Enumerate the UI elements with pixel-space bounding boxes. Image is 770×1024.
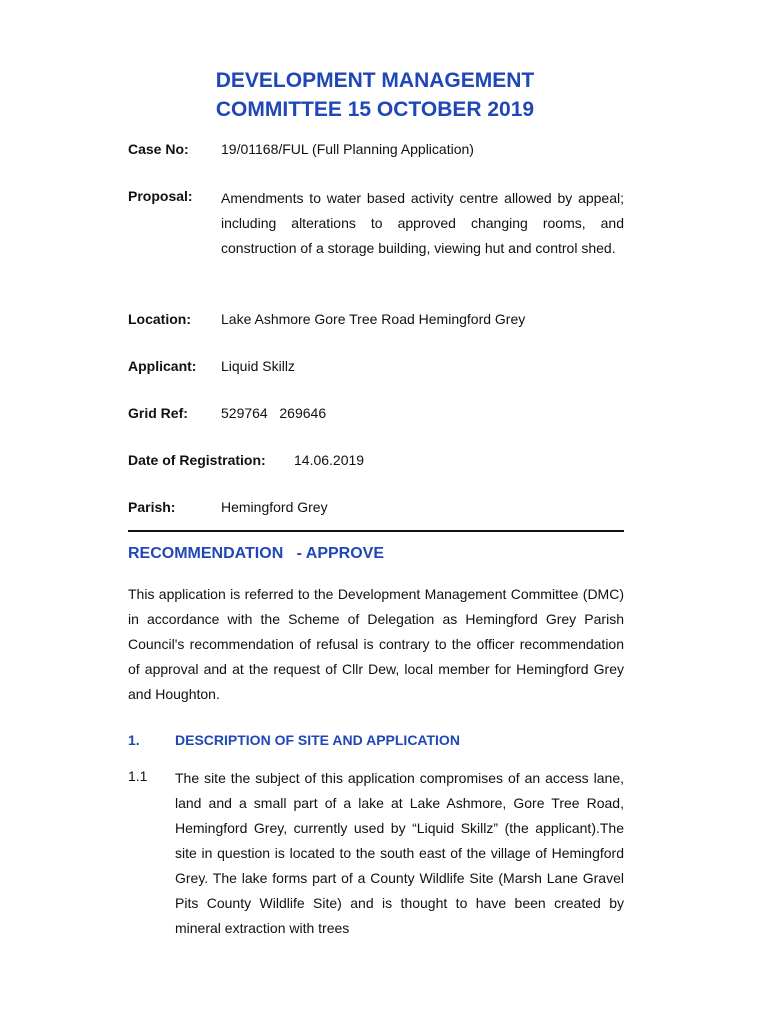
case-no-value: 19/01168/FUL (Full Planning Application): [221, 141, 474, 157]
recommendation-text: This application is referred to the Development Management Committee (DMC) in accordance with the Scheme of Delegation as Hemingford Grey Parish Council's recommendation of refusal is contrary to the officer recommendation of approval and at the request of Cllr Dew, local member for Hemingford Grey and Houghton.: [128, 586, 624, 702]
grid-ref-label: Grid Ref:: [128, 405, 188, 421]
case-no-label: Case No:: [128, 141, 189, 157]
proposal-label: Proposal:: [128, 188, 193, 204]
divider: [128, 530, 624, 532]
paragraph-text: The site the subject of this application compromises of an access lane, land and a small part of a lake at Lake Ashmore, Gore Tree Road, Hemingford Grey, currently used by “Liquid Skillz” (the applicant).The site in question is located to the south east of the village of Hemingford Grey. The lake forms part of a County Wildlife Site (Marsh Lane Gravel Pits County Wildlife Site) and is thought to have been created by mineral extraction with trees: [175, 770, 624, 936]
title-line-2: COMMITTEE 15 OCTOBER 2019: [215, 98, 535, 121]
location-value: Lake Ashmore Gore Tree Road Hemingford Grey: [221, 311, 526, 327]
page-title: [0, 66, 750, 124]
section-number: 1.: [128, 732, 140, 748]
registration-value: 14.06.2019: [294, 452, 365, 468]
parish-label: Parish:: [128, 499, 176, 515]
parish-value: Hemingford Grey: [221, 499, 328, 515]
title-line-1: DEVELOPMENT MANAGEMENT: [215, 69, 535, 92]
paragraph-number: 1.1: [128, 768, 148, 784]
grid-ref-value: 529764 269646: [221, 405, 327, 421]
proposal-value: Amendments to water based activity centre allowed by appeal; including alterations to approved changing rooms, and construction of a storage building, viewing hut and control shed.: [221, 190, 624, 256]
section-title: DESCRIPTION OF SITE AND APPLICATION: [175, 732, 460, 748]
location-label: Location:: [128, 311, 191, 327]
applicant-value: Liquid Skillz: [221, 358, 295, 374]
recommendation-heading: RECOMMENDATION - APPROVE: [128, 545, 385, 562]
registration-label: Date of Registration:: [128, 452, 266, 468]
applicant-label: Applicant:: [128, 358, 197, 374]
